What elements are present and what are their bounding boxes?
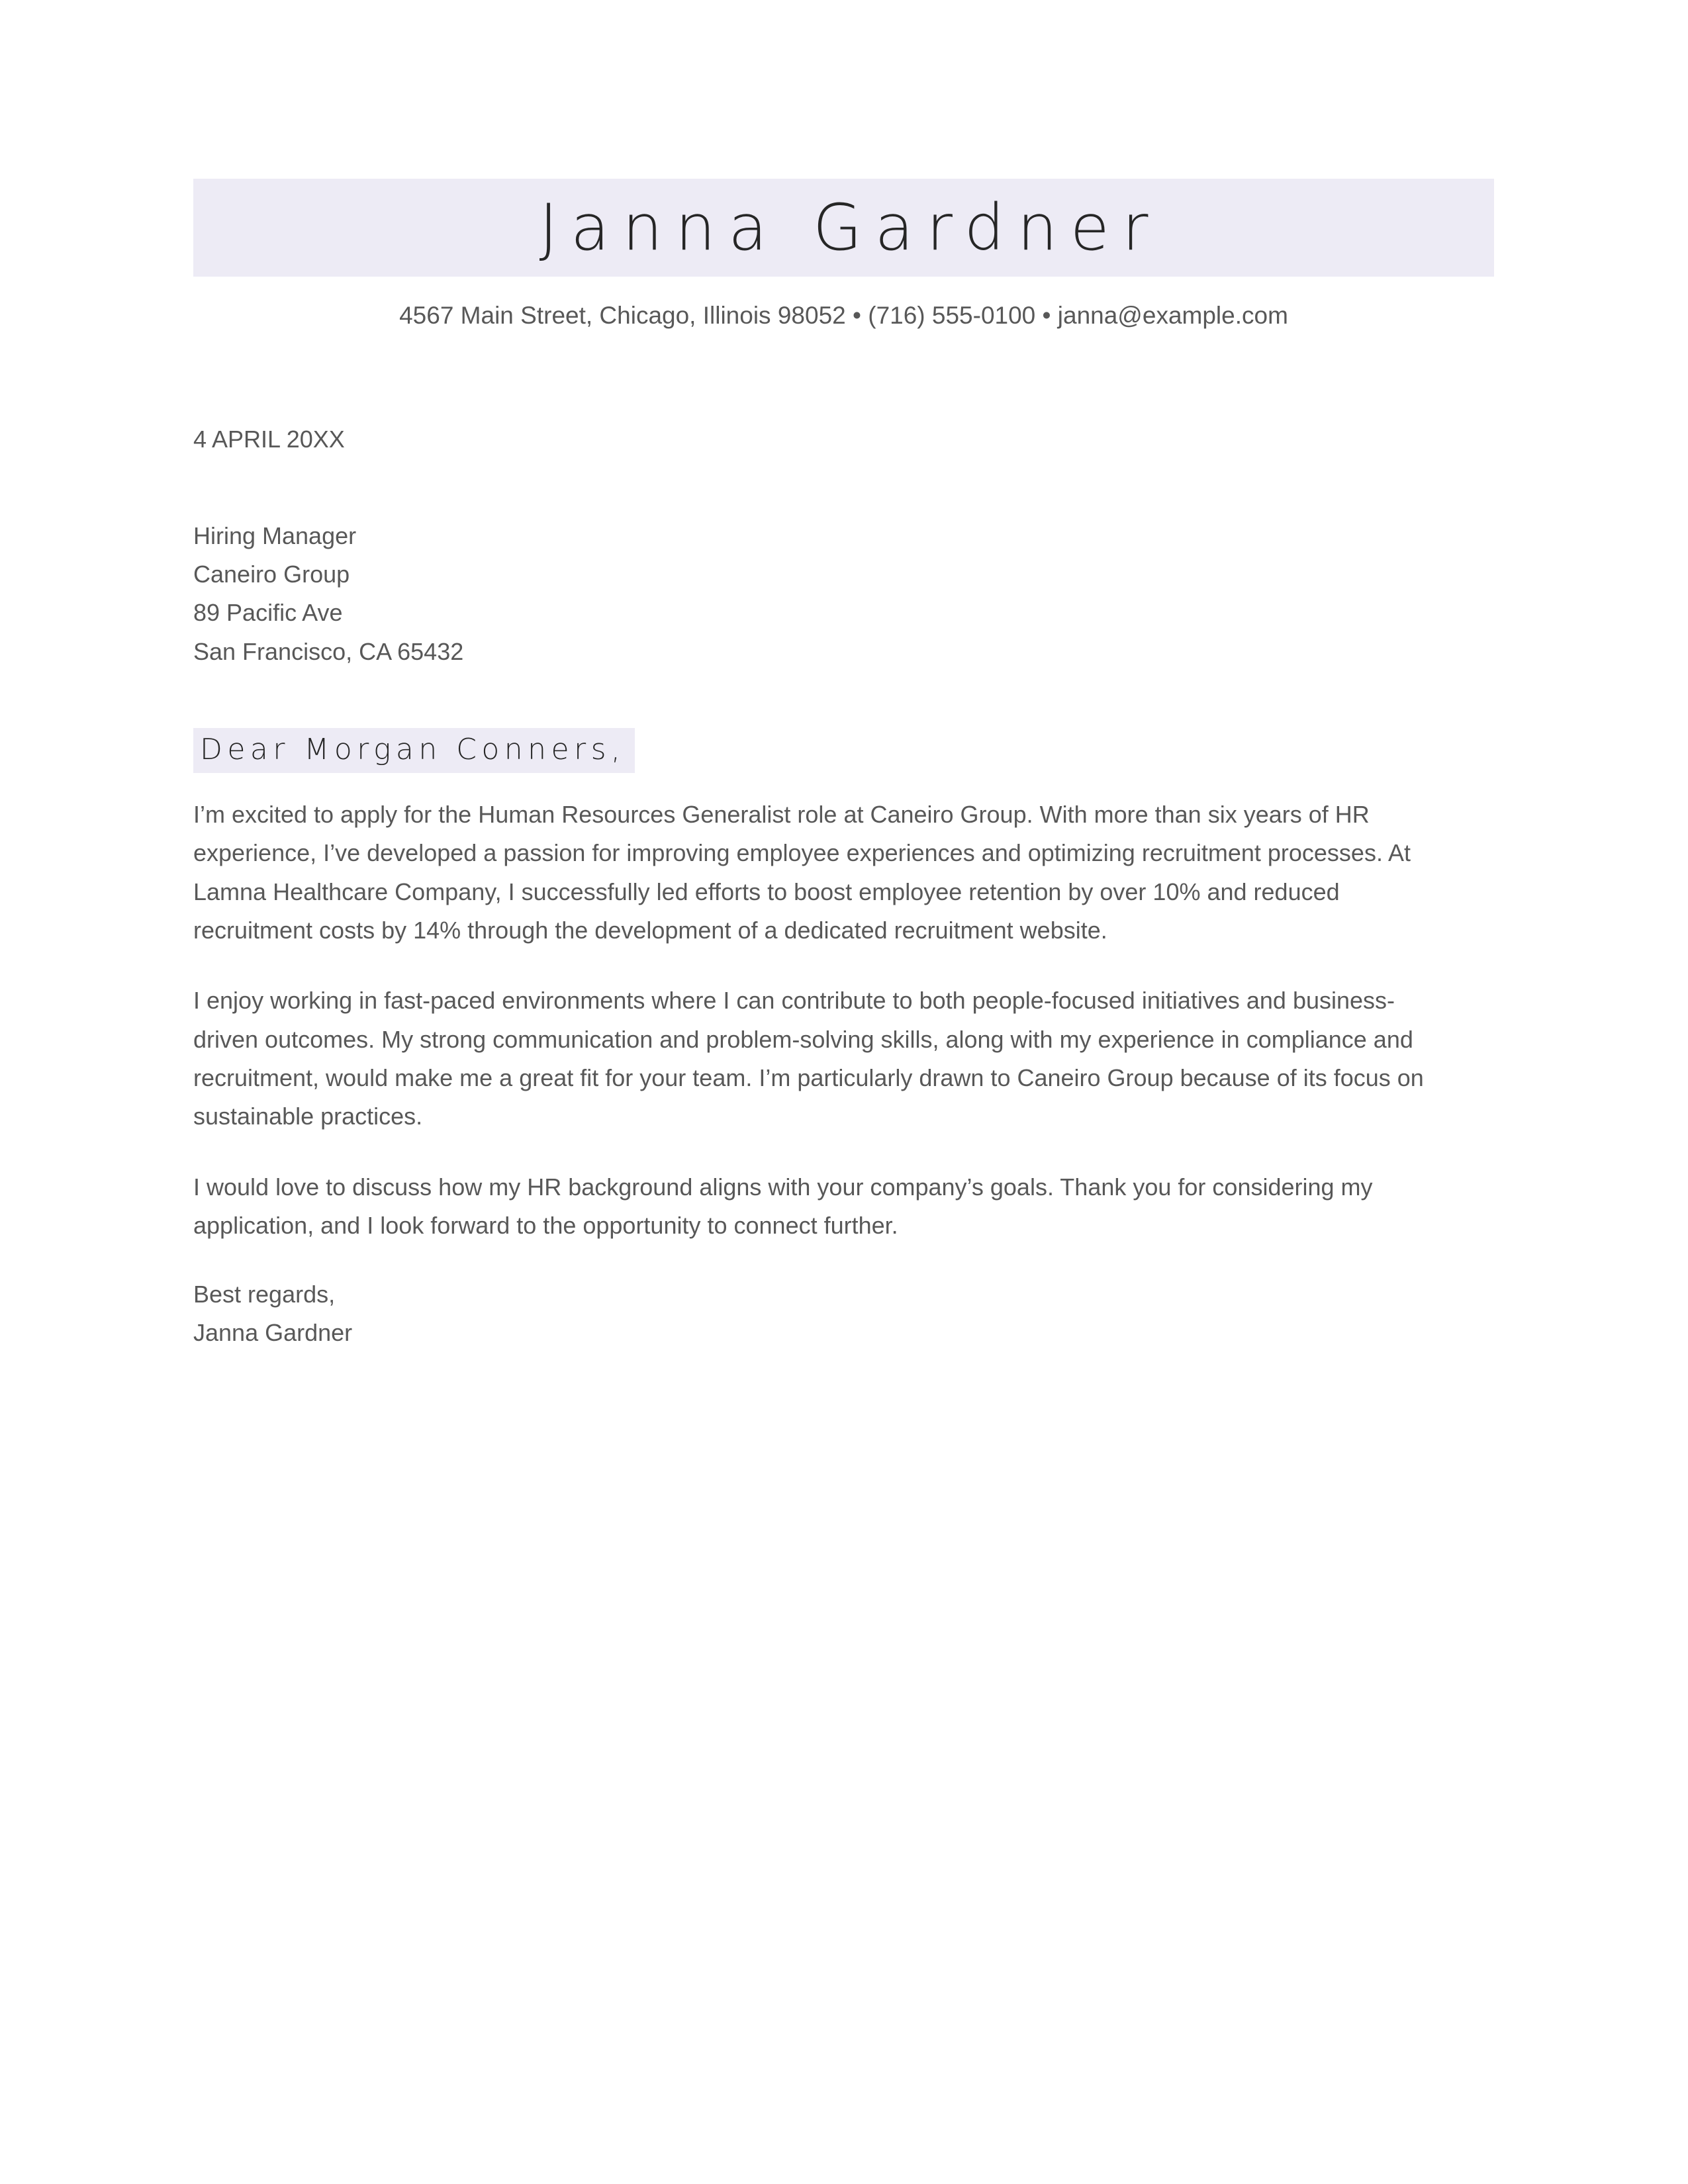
recipient-line: San Francisco, CA 65432 xyxy=(193,637,464,665)
recipient-line: 89 Pacific Ave xyxy=(193,599,343,627)
signature-name: Janna Gardner xyxy=(193,1319,353,1347)
letter-date: 4 APRIL 20XX xyxy=(193,426,345,453)
recipient-address-block xyxy=(193,517,1454,671)
body-paragraph: I enjoy working in fast-paced environments where I can contribute to both people-focused initiatives and business-driven outcomes. My strong communication and problem-solving skills, along with my experience in compliance and recruitment, would make me a great fit for your team. I’m particularly drawn to Caneiro Group because of its focus on sustainable practices. xyxy=(193,987,1424,1130)
body-paragraph: I would love to discuss how my HR background aligns with your company’s goals. Thank you for considering my application, and I look forward to the opportunity to connect further. xyxy=(193,1173,1373,1239)
applicant-name: Janna Gardner xyxy=(539,191,1161,265)
contact-info-line: 4567 Main Street, Chicago, Illinois 98052 • (716) 555-0100 • janna@example.com xyxy=(399,302,1288,329)
letter-body xyxy=(193,424,1454,1353)
name-header-band xyxy=(193,179,1494,277)
body-paragraph: I’m excited to apply for the Human Resources Generalist role at Caneiro Group. With more than six years of HR experience, I’ve developed a passion for improving employee experiences and optimizing recruitment processes. At Lamna Healthcare Company, I successfully led efforts to boost employee retention by over 10% and reduced recruitment costs by 14% through the development of a dedicated recruitment website. xyxy=(193,801,1411,944)
recipient-line: Hiring Manager xyxy=(193,522,357,549)
recipient-line: Caneiro Group xyxy=(193,560,350,588)
salutation: Dear Morgan Conners, xyxy=(193,728,635,773)
closing-salutation: Best regards, xyxy=(193,1281,336,1308)
closing-block xyxy=(193,1275,1454,1353)
salutation-wrapper xyxy=(193,728,1454,773)
